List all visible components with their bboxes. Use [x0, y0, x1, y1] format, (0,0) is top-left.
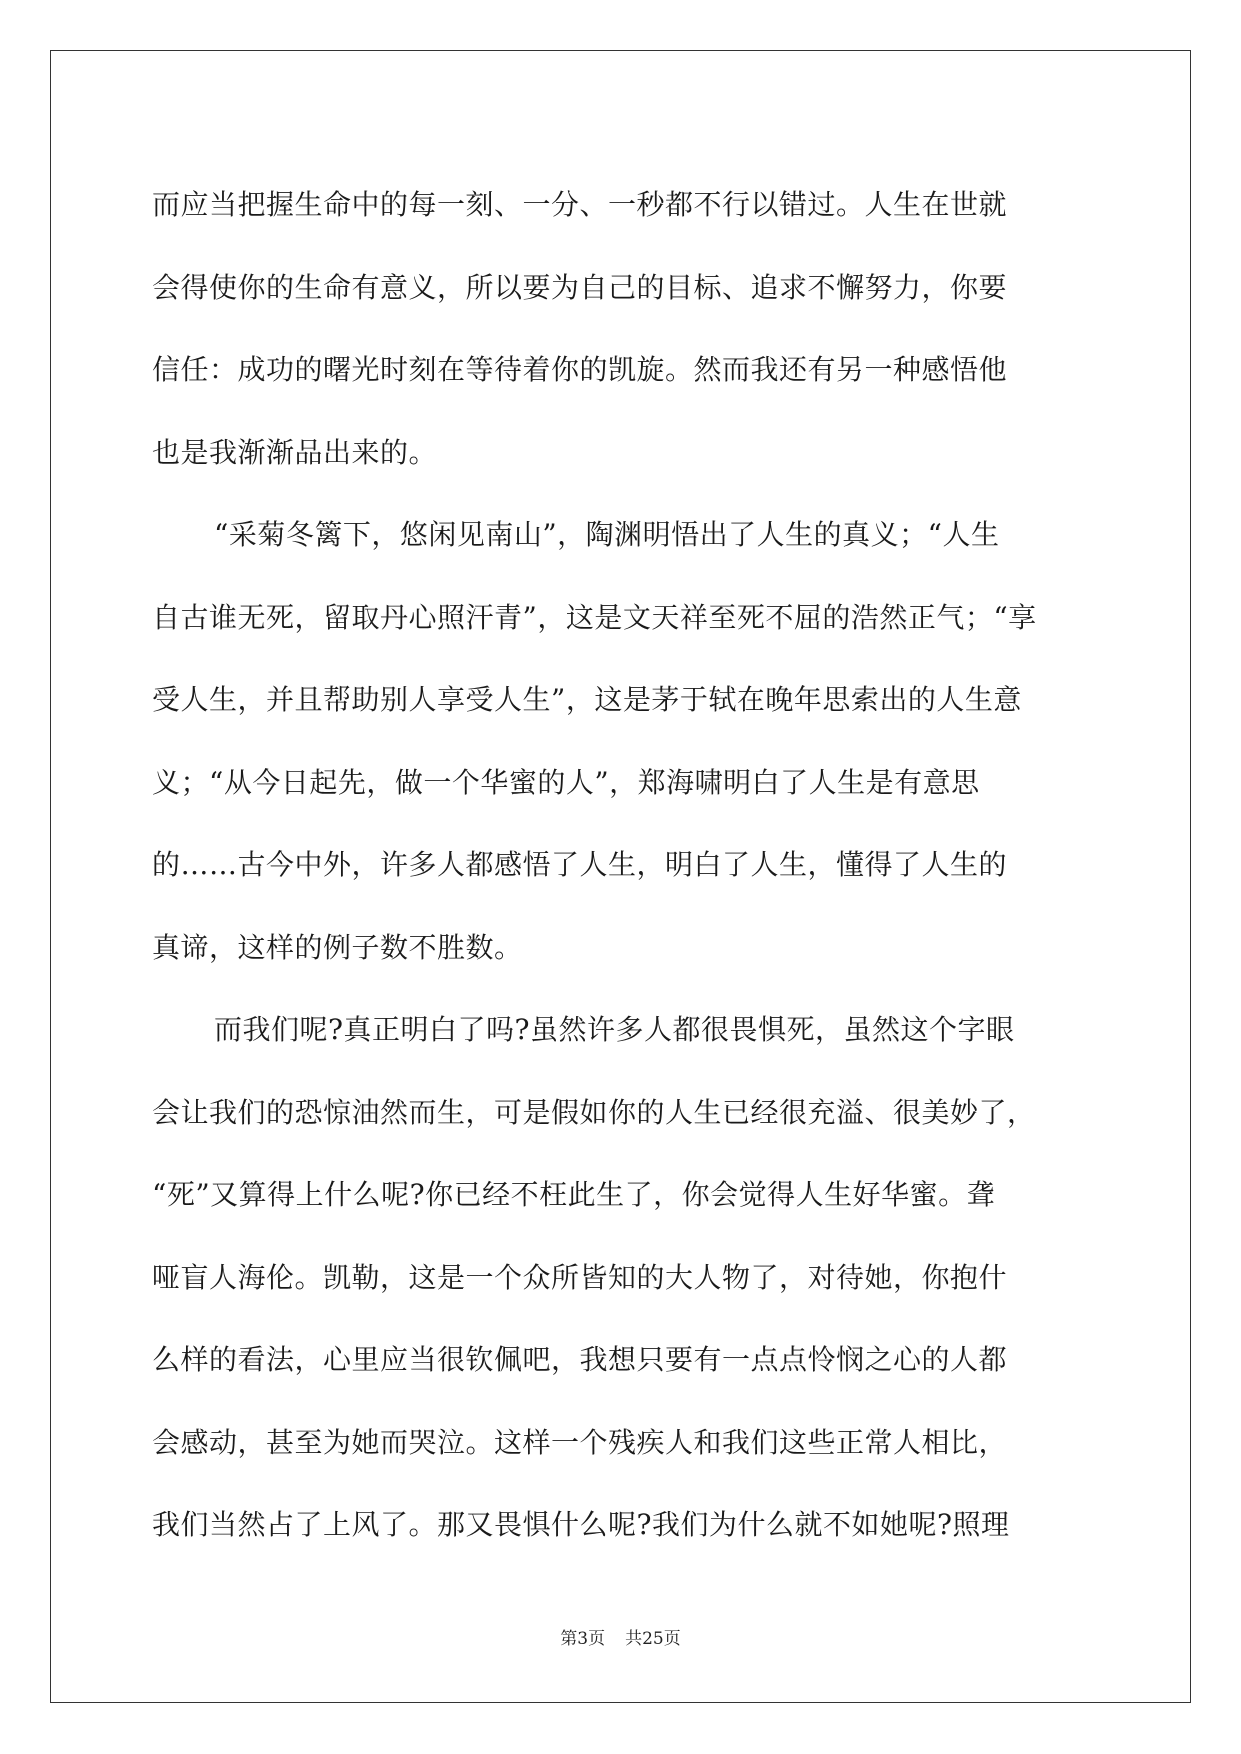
text-line: 会得使你的生命有意义，所以要为自己的目标、追求不懈努力，你要	[152, 270, 1008, 304]
text-line: 也是我渐渐品出来的。	[152, 435, 438, 469]
paragraph-first-line: 而我们呢?真正明白了吗?虽然许多人都很畏惧死，虽然这个字眼	[214, 1013, 1015, 1046]
text-line: 哑盲人海伦。凯勒，这是一个众所皆知的大人物了，对待她，你抱什	[152, 1260, 1008, 1294]
text-line: 会让我们的恐惊油然而生，可是假如你的人生已经很充溢、很美妙了，	[152, 1095, 1036, 1129]
text-line: 么样的看法，心里应当很钦佩吧，我想只要有一点点怜悯之心的人都	[152, 1343, 1008, 1376]
text-line: 会感动，甚至为她而哭泣。这样一个残疾人和我们这些正常人相比，	[152, 1425, 1008, 1459]
text-line: 我们当然占了上风了。那又畏惧什么呢?我们为什么就不如她呢?照理	[152, 1508, 1010, 1541]
paragraph-first-line: “采菊冬篱下，悠闲见南山”，陶渊明悟出了人生的真义；“人生	[214, 518, 1000, 551]
text-line: “死”又算得上什么呢?你已经不枉此生了，你会觉得人生好华蜜。聋	[152, 1178, 996, 1211]
page-number: 第3页	[560, 1629, 606, 1649]
text-line: 自古谁无死，留取丹心照汗青”，这是文天祥至死不屈的浩然正气；“享	[152, 600, 1037, 634]
text-line: 而应当把握生命中的每一刻、一分、一秒都不行以错过。人生在世就	[152, 188, 1008, 221]
text-line: 义；“从今日起先，做一个华蜜的人”，郑海啸明白了人生是有意思	[152, 765, 980, 799]
page-footer	[0, 1624, 1241, 1649]
document-body	[152, 164, 1096, 1567]
text-line: 信任：成功的曙光时刻在等待着你的凯旋。然而我还有另一种感悟他	[152, 353, 1008, 386]
total-pages: 共25页	[625, 1629, 681, 1649]
text-line: 受人生，并且帮助别人享受人生”，这是茅于轼在晚年思索出的人生意	[152, 683, 1022, 716]
text-line: 真谛，这样的例子数不胜数。	[152, 930, 523, 964]
text-line: 的……古今中外，许多人都感悟了人生，明白了人生，懂得了人生的	[152, 848, 1008, 881]
